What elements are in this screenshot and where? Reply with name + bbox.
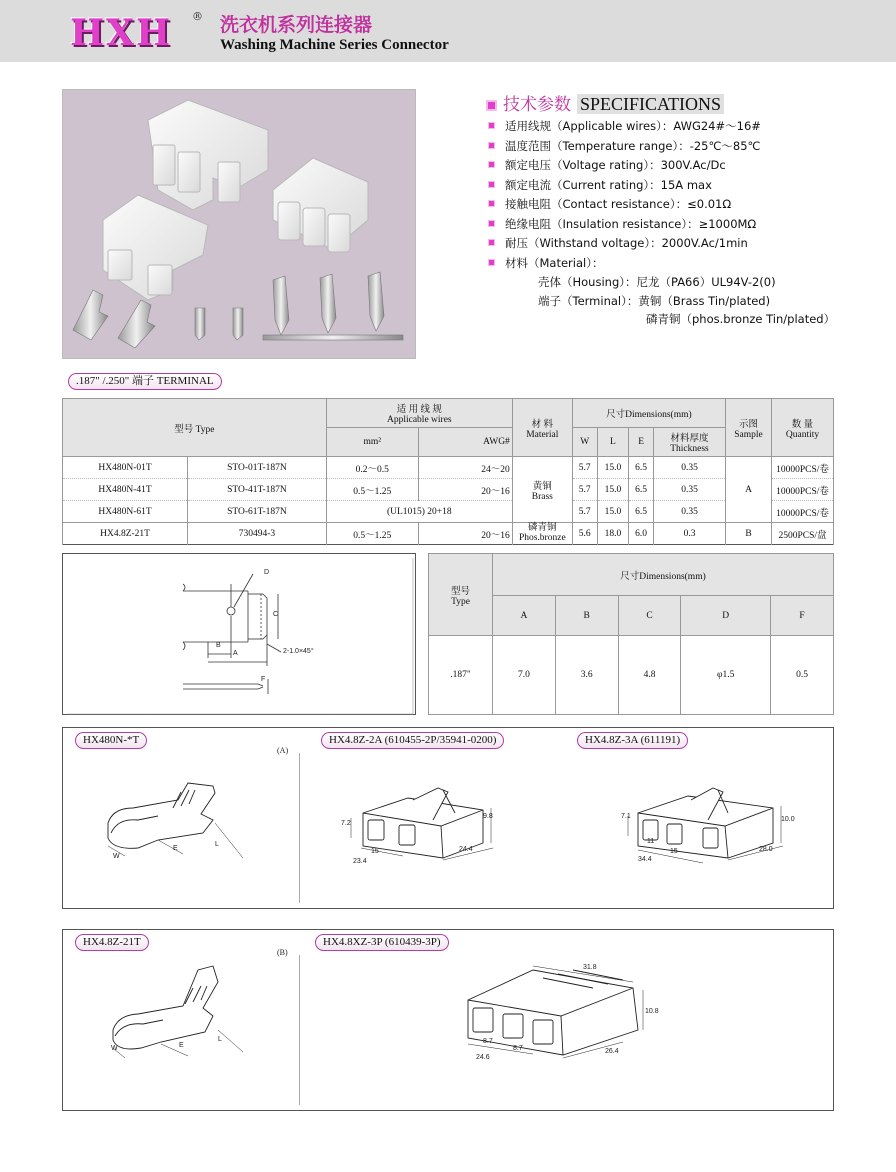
cell-w: 5.7 [572, 501, 597, 523]
dim-label-b: B [216, 642, 221, 649]
dim-b-t-l: L [218, 1036, 222, 1043]
cell2-f: 0.5 [771, 636, 834, 715]
cell-qty: 10000PCS/卷 [772, 457, 834, 479]
cell-qty: 10000PCS/卷 [772, 501, 834, 523]
th-sample-en: Sample [734, 429, 763, 440]
th2-type [429, 554, 493, 636]
cell-type: HX4.8Z-21T [63, 523, 188, 545]
section-b-box [62, 929, 834, 1111]
cell-thickness: 0.35 [654, 479, 726, 501]
specifications-heading-en: SPECIFICATIONS [577, 94, 724, 114]
th2-dimensions: 尺寸Dimensions(mm) [493, 554, 834, 596]
th-material-en: Material [526, 429, 559, 440]
spec-item [488, 138, 760, 154]
section-a-marker: (A) [277, 746, 289, 755]
cell-thickness: 0.35 [654, 457, 726, 479]
specifications-heading [486, 90, 724, 115]
cell-l: 18.0 [597, 523, 629, 545]
dim-b-h: 10.8 [645, 1008, 659, 1015]
cell-w: 5.7 [572, 457, 597, 479]
cell-qty: 2500PCS/盘 [772, 523, 834, 545]
cell-thickness: 0.35 [654, 501, 726, 523]
th-quantity [772, 399, 834, 457]
section-b-housing-tag: HX4.8XZ-3P (610439-3P) [315, 934, 449, 951]
dim-c2-w: 23.4 [353, 858, 367, 865]
specifications-heading-cn: 技术参数 [503, 95, 571, 115]
th-wires-en: Applicable wires [386, 415, 452, 425]
bullet-icon [488, 161, 495, 168]
cell-l: 15.0 [597, 457, 629, 479]
cell-thickness: 0.3 [654, 523, 726, 545]
cell-mm: 0.5～1.25 [326, 523, 418, 545]
dim-b-t-e: E [179, 1042, 184, 1049]
dim-b-p2: 8.7 [513, 1045, 523, 1052]
dim-label-c: C [273, 611, 279, 618]
th-dimensions: 尺寸Dimensions(mm) [572, 399, 725, 428]
dim-b-t-w: W [111, 1045, 118, 1052]
cell-material-brass [512, 457, 572, 523]
cell-mm: 0.5～1.25 [326, 479, 418, 501]
cell-awg: 20～16 [418, 523, 512, 545]
spec-item-text: 额定电流（Current rating）：15A max [505, 178, 712, 192]
cell-part: STO-41T-187N [188, 479, 327, 501]
cell-w: 5.7 [572, 479, 597, 501]
spec-item [488, 255, 603, 271]
dim-c2-p: 15 [371, 848, 379, 855]
registered-mark: ® [192, 10, 203, 23]
spec-item [488, 118, 761, 134]
bullet-icon [488, 259, 495, 266]
phos-cn: 磷青铜 [528, 523, 557, 533]
brand-logo: HXH [70, 12, 172, 54]
title-english: Washing Machine Series Connector [220, 37, 449, 53]
table-row [63, 501, 834, 523]
dim-b-l: 26.4 [605, 1048, 619, 1055]
cell-qty: 10000PCS/卷 [772, 479, 834, 501]
terminal-section-tag: .187" /.250" 端子 TERMINAL [68, 373, 222, 390]
cell-w: 5.6 [572, 523, 597, 545]
dim-t-w: W [113, 853, 120, 860]
th-sample-cn: 示图 [738, 419, 758, 430]
dim-label-f: F [261, 676, 266, 683]
cell-awg: 24～20 [418, 457, 512, 479]
spec-item [488, 177, 712, 193]
section-b-terminal-tag: HX4.8Z-21T [75, 934, 149, 951]
spec-item-text: 绝缘电阻（Insulation resistance）：≥1000MΩ [505, 217, 757, 231]
dim-c2-h: 7.2 [341, 820, 351, 827]
th-material-cn: 材 料 [531, 419, 553, 430]
bullet-icon [488, 200, 495, 207]
th2-col-f: F [771, 596, 834, 636]
dim-c2-d: 9.8 [483, 813, 493, 820]
spec-item [488, 235, 748, 251]
cell-awg: 20～16 [418, 479, 512, 501]
th-l: L [597, 428, 629, 457]
table-row [63, 479, 834, 501]
phos-en: Phos.bronze [518, 532, 566, 543]
bullet-icon [488, 122, 495, 129]
bullet-square-icon [486, 100, 497, 111]
section-b-marker: (B) [277, 948, 288, 957]
section-a-box [62, 727, 834, 909]
th-sample [726, 399, 772, 457]
dim-t-e: E [173, 845, 178, 852]
th-wires [326, 399, 512, 428]
brass-en: Brass [531, 491, 553, 502]
brass-cn: 黄铜 [532, 481, 552, 492]
title-chinese: 洗衣机系列连接器 [220, 14, 373, 36]
dim-b-w: 24.6 [476, 1054, 490, 1061]
th2-col-b: B [555, 596, 618, 636]
cell2-a: 7.0 [493, 636, 556, 715]
cell-l: 15.0 [597, 479, 629, 501]
th-w: W [572, 428, 597, 457]
cell-mm: (UL1015) 20+18 [326, 501, 512, 523]
bullet-icon [488, 181, 495, 188]
th-e: E [629, 428, 654, 457]
th-material [512, 399, 572, 457]
cell-part: STO-61T-187N [188, 501, 327, 523]
cell2-b: 3.6 [555, 636, 618, 715]
th2-type-en: Type [451, 596, 470, 607]
th2-col-a: A [493, 596, 556, 636]
spec-terminal: 端子（Terminal）：黄铜（Brass Tin/plated) [538, 294, 771, 308]
tab-dimension-table [428, 553, 834, 715]
dim-c3-h: 7.1 [621, 813, 631, 820]
th2-type-cn: 型号 [450, 586, 470, 597]
cell-e: 6.0 [629, 523, 654, 545]
cell-part: STO-01T-187N [188, 457, 327, 479]
spec-housing: 壳体（Housing）：尼龙（PA66）UL94V-2(0) [538, 275, 776, 289]
th2-col-c: C [618, 596, 681, 636]
spec-item-text: 适用线规（Applicable wires）：AWG24#～16# [505, 119, 761, 133]
spec-item-text: 耐压（Withstand voltage）：2000V.Ac/1min [505, 236, 748, 250]
dim-c3-p2: 15 [670, 848, 678, 855]
dim-t-l: L [215, 841, 219, 848]
dim-b-p1: 8.7 [483, 1038, 493, 1045]
tab-dimension-drawing [63, 554, 417, 716]
th-thickness-en: Thickness [670, 444, 709, 454]
spec-item-text: 材料（Material）： [505, 256, 604, 270]
section-b-drawings [63, 930, 835, 1112]
spec-item-text: 温度范围（Temperature range）：-25℃～85℃ [505, 139, 761, 153]
cell-e: 6.5 [629, 501, 654, 523]
cell-mm: 0.2～0.5 [326, 457, 418, 479]
section-a-drawings [63, 728, 835, 910]
dim-b-top: 31.8 [583, 964, 597, 971]
bullet-icon [488, 239, 495, 246]
table-row [63, 523, 834, 545]
cell-sample-b: B [726, 523, 772, 545]
table-row [429, 636, 834, 715]
dim-label-a: A [233, 650, 238, 657]
product-photo [62, 89, 416, 359]
table-row [63, 457, 834, 479]
cell2-type: .187" [429, 636, 493, 715]
th-mm: mm² [326, 428, 418, 457]
terminal-spec-table [62, 398, 834, 545]
dim-label-d: D [264, 569, 270, 576]
section-a-housing3-tag: HX4.8Z-3A (611191) [577, 732, 688, 749]
cell-type: HX480N-61T [63, 501, 188, 523]
th-quantity-en: Quantity [785, 429, 820, 440]
cell-type: HX480N-41T [63, 479, 188, 501]
cell-sample-a: A [726, 457, 772, 523]
spec-item-text: 额定电压（Voltage rating）：300V.Ac/Dc [505, 158, 726, 172]
terminal-drawing-box [62, 553, 416, 715]
section-a-housing2-tag: HX4.8Z-2A (610455-2P/35941-0200) [321, 732, 504, 749]
th2-col-d: D [681, 596, 771, 636]
th-thickness-cn: 材料厚度 [670, 434, 709, 444]
th-awg: AWG# [418, 428, 512, 457]
cell-part: 730494-3 [188, 523, 327, 545]
dim-c3-w: 34.4 [638, 856, 652, 863]
spec-item [488, 196, 731, 212]
spec-item-text: 接触电阻（Contact resistance）：≤0.01Ω [505, 197, 732, 211]
cell2-c: 4.8 [618, 636, 681, 715]
th-wires-cn: 适 用 线 规 [396, 405, 442, 415]
dim-c3-p1: 11 [647, 838, 655, 845]
cell-e: 6.5 [629, 457, 654, 479]
cell-material-phos [512, 523, 572, 545]
dim-c3-d: 10.0 [781, 816, 795, 823]
spec-item [488, 157, 726, 173]
cell-l: 15.0 [597, 501, 629, 523]
bullet-icon [488, 220, 495, 227]
dim-label-chamfer: 2-1.0×45° [283, 648, 314, 655]
cell-type: HX480N-01T [63, 457, 188, 479]
cell-e: 6.5 [629, 479, 654, 501]
spec-terminal-alt: 磷青铜（phos.bronze Tin/plated） [646, 312, 836, 326]
th-thickness [654, 428, 726, 457]
bullet-icon [488, 142, 495, 149]
th-type: 型号 Type [63, 399, 327, 457]
spec-item [488, 216, 756, 232]
section-a-terminal-tag: HX480N-*T [75, 732, 147, 749]
cell2-d: φ1.5 [681, 636, 771, 715]
product-photo-illustration [63, 90, 416, 359]
th-quantity-cn: 数 量 [791, 419, 814, 430]
dim-c3-l: 28.0 [759, 846, 773, 853]
dim-c2-l: 24.4 [459, 846, 473, 853]
